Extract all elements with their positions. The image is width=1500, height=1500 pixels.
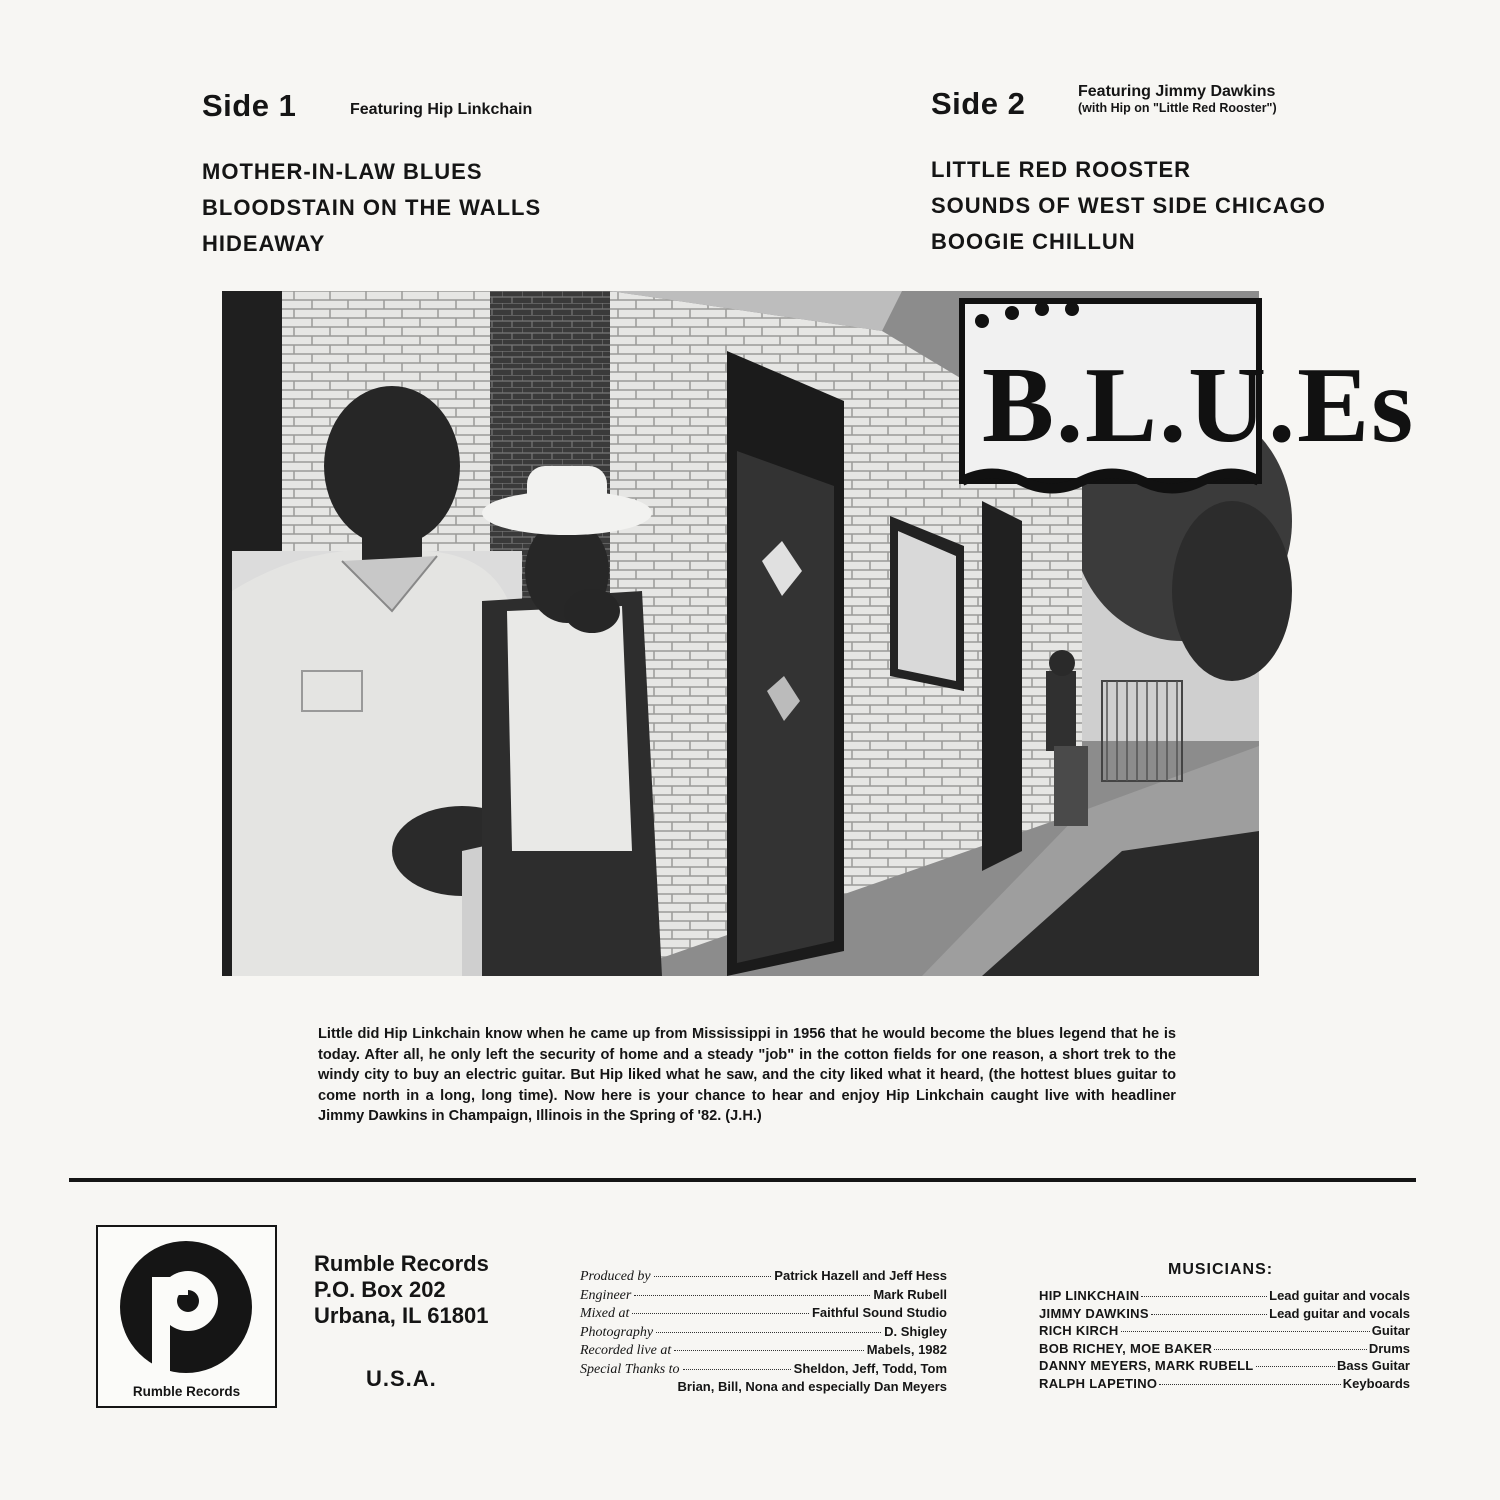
credit-value: Patrick Hazell and Jeff Hess	[774, 1268, 947, 1283]
label-address	[314, 1251, 489, 1329]
credit-label: Recorded live at	[580, 1343, 672, 1358]
credit-value: Sheldon, Jeff, Todd, Tom	[793, 1360, 947, 1376]
credit-label: Produced by	[580, 1269, 651, 1284]
credit-row	[580, 1341, 947, 1360]
musician-name: DANNY MEYERS, MARK RUBELL	[1039, 1358, 1254, 1373]
side-1-title: Side 1	[202, 88, 297, 123]
credit-row	[580, 1286, 947, 1305]
musician-role: Lead guitar and vocals	[1269, 1305, 1410, 1321]
musician-row	[1039, 1305, 1410, 1323]
leader-dots	[1159, 1384, 1340, 1385]
address-line: Rumble Records	[314, 1251, 489, 1276]
credit-row	[580, 1323, 947, 1342]
leader-dots	[654, 1276, 772, 1277]
musician-name: RALPH LAPETINO	[1039, 1375, 1158, 1391]
credit-value: Mark Rubell	[873, 1286, 947, 1302]
leader-dots	[683, 1369, 791, 1370]
blues-sign-text: B.L.U.Es	[982, 346, 1416, 465]
musicians-title: MUSICIANS:	[1168, 1261, 1274, 1278]
leader-dots	[634, 1295, 870, 1296]
credit-value: Faithful Sound Studio	[811, 1305, 947, 1320]
musician-name: JIMMY DAWKINS	[1039, 1305, 1149, 1321]
address-line: Urbana, IL 61801	[314, 1303, 489, 1328]
side-2-title: Side 2	[931, 86, 1026, 121]
cover-photo	[222, 291, 1416, 976]
side-2-featuring: Featuring Jimmy Dawkins	[1078, 83, 1276, 100]
musician-name: RICH KIRCH	[1039, 1323, 1119, 1338]
side-2-featuring-note: (with Hip on "Little Red Rooster")	[1078, 101, 1277, 115]
logo-caption: Rumble Records	[132, 1384, 241, 1399]
credit-label: Photography	[580, 1324, 654, 1340]
street-scene-illustration	[222, 291, 1416, 976]
side-1-tracklist	[202, 154, 541, 262]
credit-label: Engineer	[580, 1287, 632, 1303]
leader-dots	[674, 1350, 864, 1351]
credit-value: Mabels, 1982	[866, 1342, 947, 1357]
musician-row	[1039, 1357, 1410, 1375]
musician-role: Guitar	[1371, 1323, 1410, 1338]
musician-name: HIP LINKCHAIN	[1039, 1288, 1140, 1303]
track-item: HIDEAWAY	[202, 231, 326, 256]
credit-label: Mixed at	[580, 1306, 630, 1321]
musician-row	[1039, 1322, 1410, 1340]
musician-role: Bass Guitar	[1337, 1358, 1410, 1373]
leader-dots	[1141, 1296, 1267, 1297]
credits-block	[580, 1267, 947, 1396]
address-line: P.O. Box 202	[314, 1277, 446, 1302]
leader-dots	[656, 1332, 881, 1333]
credit-row	[580, 1267, 947, 1286]
musicians-list	[1039, 1287, 1410, 1392]
track-item: BOOGIE CHILLUN	[931, 229, 1136, 254]
credit-continuation: Brian, Bill, Nona and especially Dan Meyers	[677, 1379, 947, 1394]
leader-dots	[632, 1313, 809, 1314]
leader-dots	[1151, 1314, 1267, 1315]
musician-role: Lead guitar and vocals	[1269, 1288, 1410, 1303]
credit-row	[580, 1304, 947, 1323]
musician-role: Drums	[1368, 1340, 1410, 1356]
credit-value: D. Shigley	[884, 1323, 947, 1339]
musician-name: BOB RICHEY, MOE BAKER	[1039, 1340, 1213, 1356]
track-item: BLOODSTAIN ON THE WALLS	[202, 195, 542, 220]
track-item: LITTLE RED ROOSTER	[931, 157, 1191, 182]
leader-dots	[1256, 1366, 1335, 1367]
musician-role: Keyboards	[1342, 1375, 1410, 1391]
musician-row	[1039, 1287, 1410, 1305]
label-country: U.S.A.	[366, 1366, 437, 1391]
leader-dots	[1214, 1349, 1367, 1350]
side-2-tracklist	[931, 152, 1326, 260]
label-logo	[96, 1225, 277, 1408]
musician-row	[1039, 1340, 1410, 1358]
liner-notes: Little did Hip Linkchain know when he came up from Mississippi in 1956 that he would become the blues legend that he is today. After all, he only left the security of home and a steady "job" in the cotton fields for one reason, a short trek to the windy city to buy an electric guitar. But Hip liked what he saw, and the city liked what it heard, (the hottest blues guitar to come north in a long, long time). Now here is your chance to hear and enjoy Hip Linkchain caught live with headliner Jimmy Dawkins in Champaign, Illinois in the Spring of '82. (J.H.)	[318, 1026, 1176, 1124]
leader-dots	[1121, 1331, 1370, 1332]
track-item: SOUNDS OF WEST SIDE CHICAGO	[931, 193, 1326, 218]
musician-row	[1039, 1375, 1410, 1393]
track-item: MOTHER-IN-LAW BLUES	[202, 159, 483, 184]
record-logo-icon	[108, 1235, 265, 1385]
divider-rule	[69, 1178, 1416, 1182]
credit-row	[580, 1360, 947, 1379]
credit-label: Special Thanks to	[580, 1361, 680, 1377]
side-1-featuring: Featuring Hip Linkchain	[350, 101, 533, 118]
